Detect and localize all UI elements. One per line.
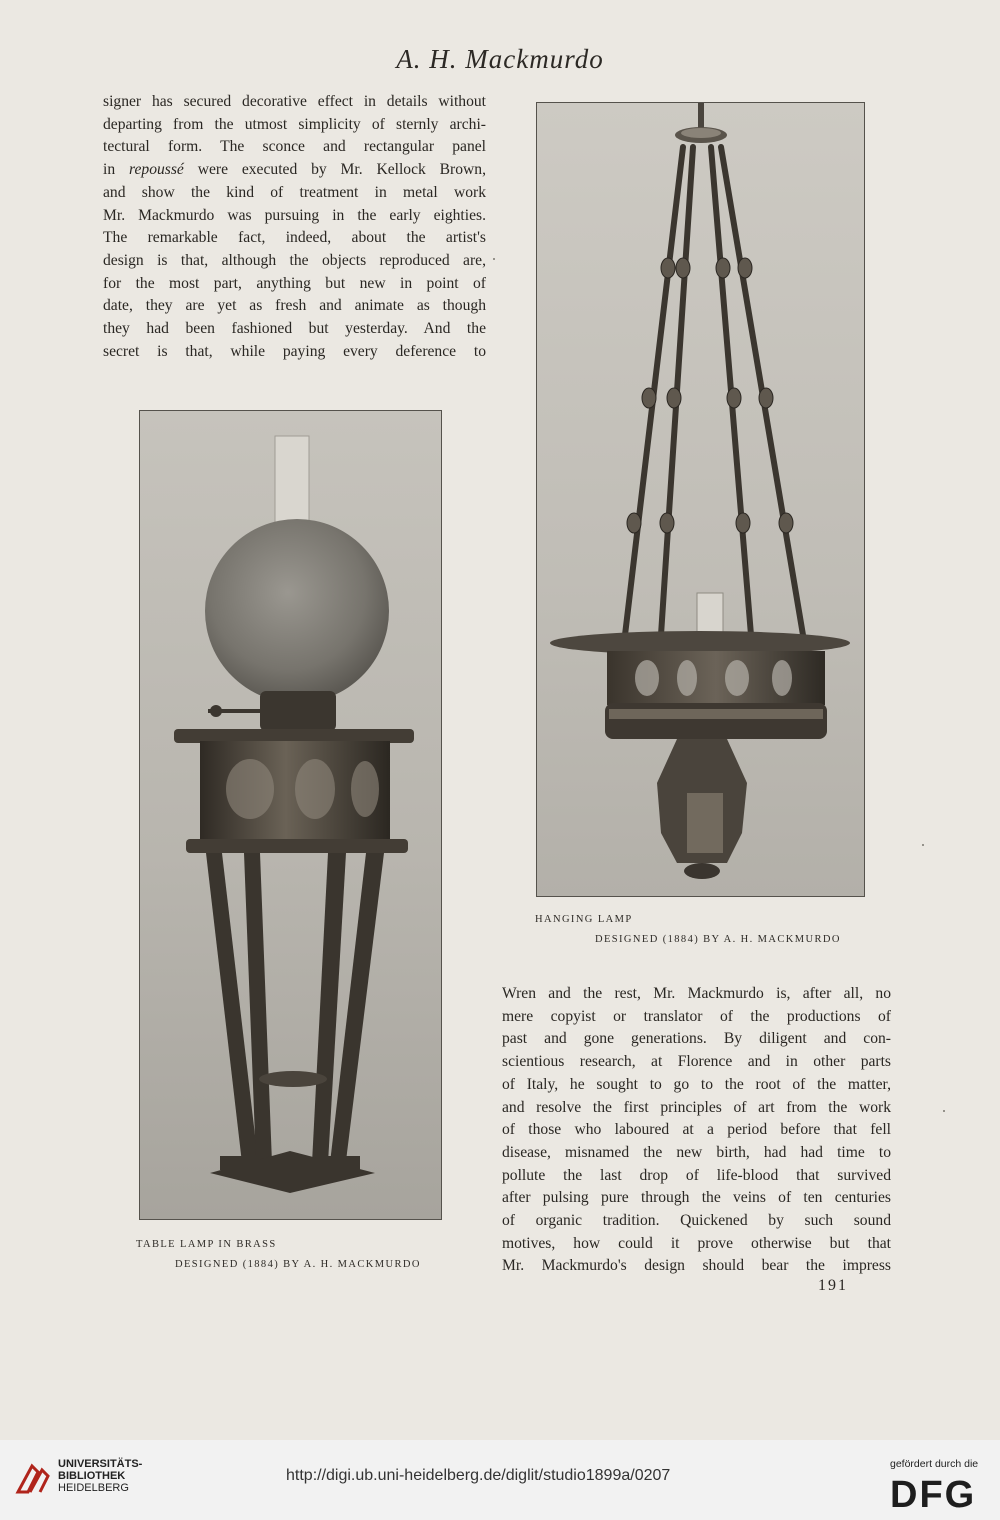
text-line: signer has secured decorative effect in details without — [103, 93, 486, 110]
table-lamp-illustration — [140, 411, 441, 1219]
text-line: Mr. Mackmurdo was pursuing in the early eighties. — [103, 206, 486, 224]
page-number: 191 — [818, 1277, 848, 1294]
text-line — [103, 159, 486, 182]
hanging-lamp-illustration — [537, 103, 864, 896]
caption-table-lamp-credit: DESIGNED (1884) BY A. H. MACKMURDO — [175, 1259, 421, 1270]
text-line: departing from the utmost simplicity of sternly archi- — [103, 115, 486, 133]
caption-table-lamp-title: TABLE LAMP IN BRASS — [136, 1239, 277, 1250]
text-line: motives, how could it prove otherwise but that — [502, 1234, 891, 1252]
dfg-logo: DFG — [890, 1474, 977, 1516]
text-line: secret is that, while paying every deference to — [103, 342, 486, 360]
library-name-line: HEIDELBERG — [58, 1482, 129, 1494]
text-line: for the most part, anything but new in point of — [103, 274, 486, 292]
text-line: of those who laboured at a period before that fell — [502, 1121, 891, 1139]
text-line: of Italy, he sought to go to the root of the matter, — [502, 1075, 891, 1093]
text-fragment: were executed by Mr. Kellock Brown, — [197, 161, 486, 179]
left-text-column — [103, 91, 486, 363]
permalink-url[interactable]: http://digi.ub.uni-heidelberg.de/diglit/studio1899a/0207 — [286, 1467, 671, 1484]
text-line: Wren and the rest, Mr. Mackmurdo is, after all, no — [502, 985, 891, 1002]
text-line: date, they are yet as fresh and animate as though — [103, 297, 486, 315]
funder-text: gefördert durch die — [890, 1458, 979, 1470]
paper-speck — [493, 258, 495, 260]
paper-speck — [943, 1110, 945, 1112]
text-line: disease, misnamed the new birth, had had time to — [502, 1143, 891, 1161]
text-line: past and gone generations. By diligent and con- — [502, 1030, 891, 1048]
text-line: Mr. Mackmurdo's design should bear the impress — [502, 1257, 891, 1275]
text-line: The remarkable fact, indeed, about the artist's — [103, 229, 486, 247]
table-lamp-photo — [139, 410, 442, 1220]
text-line: pollute the last drop of life-blood that survived — [502, 1166, 891, 1184]
text-line: after pulsing pure through the veins of ten centuries — [502, 1189, 891, 1207]
text-fragment: in — [103, 161, 116, 179]
text-line: and show the kind of treatment in metal work — [103, 183, 486, 201]
caption-hanging-lamp-credit: DESIGNED (1884) BY A. H. MACKMURDO — [595, 934, 841, 945]
text-line: scientious research, at Florence and in other parts — [502, 1053, 891, 1071]
text-line: tectural form. The sconce and rectangular panel — [103, 138, 486, 156]
text-line: mere copyist or translator of the productions of — [502, 1007, 891, 1025]
right-text-column — [502, 983, 891, 1278]
text-line: and resolve the first principles of art from the work — [502, 1098, 891, 1116]
text-line: of organic tradition. Quickened by such sound — [502, 1212, 891, 1230]
caption-hanging-lamp-title: HANGING LAMP — [535, 914, 633, 925]
text-line: they had been fashioned but yesterday. And the — [103, 320, 486, 338]
running-title: A. H. Mackmurdo — [396, 44, 604, 74]
italic-word: repoussé — [128, 161, 184, 179]
paper-speck — [922, 844, 924, 846]
text-line: design is that, although the objects reproduced are, — [103, 251, 486, 269]
library-logo-icon — [12, 1458, 52, 1498]
library-name-line: BIBLIOTHEK — [58, 1470, 126, 1482]
library-name-line: UNIVERSITÄTS- — [58, 1458, 143, 1470]
hanging-lamp-photo — [536, 102, 865, 897]
library-name — [58, 1458, 142, 1494]
